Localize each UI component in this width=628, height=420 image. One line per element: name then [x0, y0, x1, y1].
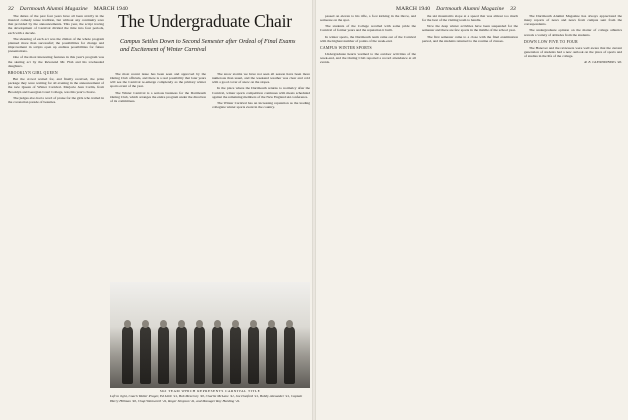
right-page	[316, 0, 628, 420]
paragraph: But the crowd waited for, and finally received, the prize package they were waiting for all evening in the announcement of the new Queen of Winter Carnival. Marjorie Jean Carlin, from Brooklyn and Georgian Court College, was this year's choice.	[8, 77, 104, 94]
paragraph: The most recent issue has been seen and approved by the Outing Club officials, and there is a real possibility that later years will see the Carnival re-emerge completely as the primary winter sports event of the year.	[110, 72, 206, 89]
paragraph: The judges also had a word of praise for the girls who trailed in the coronation parade of beauties.	[8, 95, 104, 104]
paragraph: The students of the College recalled with some pride the Carnival of former years and the reputation it built.	[320, 24, 416, 33]
page-number: 32	[8, 6, 14, 12]
subhead: BROOKLYN GIRL QUEEN	[8, 70, 58, 75]
photo-caption	[110, 389, 310, 403]
left-column-1	[8, 14, 104, 414]
right-column-2	[422, 14, 518, 414]
right-column-3	[524, 14, 622, 414]
subhead: CAMPUS WINTER SPORTS	[320, 45, 372, 50]
right-column-1	[320, 14, 416, 414]
left-page-header	[8, 6, 128, 12]
paragraph: Undergraduate hearts warmed to the outdoor activities of the week-end, and the Outing Club reported a record attendance at all events.	[320, 52, 416, 65]
page-number: 33	[510, 6, 516, 12]
issue-date: MARCH 1940	[396, 6, 431, 12]
paragraph: The Dartmouth Alumni Magazine has always appreciated the many reports of news and news from campus sent from the correspondents.	[524, 14, 622, 27]
left-column-2	[110, 72, 206, 278]
paragraph: The Winter Carnival is a serious business for the Dartmouth Outing Club, which arranges the entire program under the direction of its committees.	[110, 90, 206, 103]
article-deck: Campus Settles Down to Second Semester after Ordeal of Final Exams and Excitement of Winter Carnival	[120, 38, 296, 54]
subhead: DOWN LOW FIVE TO FOUR	[524, 39, 578, 44]
author-signature: R. E. GLENDINNING '40.	[584, 60, 622, 65]
article-title: The Undergraduate Chair	[118, 11, 292, 31]
issue-date: MARCH 1940	[93, 6, 128, 12]
ski-team-photo	[110, 282, 310, 388]
paragraph: The undergraduate opinion on the matter of college athletics reveals a variety of attitudes from the students.	[524, 28, 622, 37]
paragraph: The Winter Carnival has an increasing reputation as the leading collegiate winter sports event in the country.	[212, 100, 310, 110]
magazine-name: Dartmouth Alumni Magazine	[436, 6, 505, 12]
left-page	[0, 0, 312, 420]
paragraph: One of the most interesting features in this year's program was the skating act by the Reverend Mr. Fish and his towheaded daughters.	[8, 55, 104, 68]
paragraph: the ski mountain's slope at a speed that was almost too much for the best of the visiting team to handle.	[422, 14, 518, 23]
paragraph: The duties of the past four years have all been strictly in the musical comedy tense tradition, but without any continuity save that provided by the announcements. This year, the script tracing the development of Carnival divided the time into four periods, each with a decade.	[8, 14, 104, 35]
paragraph: In winter sports, the Dartmouth team came out of the Carnival with the highest number of points of the week-end.	[320, 34, 416, 43]
caption-title: SKI TEAM WHICH REPRESENTS CARNIVAL TITLE	[159, 389, 261, 393]
paragraph: passed on eleven to his rifle, a foot kicking in the throw, and someone on the spot.	[320, 14, 416, 23]
magazine-name: Dartmouth Alumni Magazine	[19, 6, 88, 12]
paragraph: The snow storms we have not seen all season have been more numerous than usual, and the weekend weather was clear and cold with a good cover of snow on the slopes.	[212, 72, 310, 85]
paragraph: Now the deep winter activities have been suspended for the semester and there are few sports in the middle of the school year.	[422, 24, 518, 33]
paragraph: In the place where the Dartmouth returns to normalcy after the Carnival, winter sports competition continues with meets scheduled against the remaining members of the New England ski conference.	[212, 86, 310, 99]
caption-text: Left to right, Coach Walter Prager, Ed Little '41, Bob Meservey '40, Charlie McLane '41, Joe Dunford '41, Bobby Alexander '41, Captain Harry Hillman '40, Chap Wentworth '41, Roger Simpson '41, and Manager Roy Harding '41.	[110, 394, 303, 403]
left-column-3	[212, 72, 310, 278]
right-page-header	[396, 6, 516, 12]
paragraph: The Hanover and the reviewers were well aware that the current generation of students had a new outlook on the place of sports and of studies in the life of the college.	[524, 45, 622, 59]
paragraph: The first semester came to a close with the final examination period, and the students returned to the routine of classes.	[422, 34, 518, 43]
paragraph: The shouting of each act was the climax of the whole program planned more than successful; the possibilities for change and improvement in scripts open up endless possibilities for future presentations.	[8, 36, 104, 54]
